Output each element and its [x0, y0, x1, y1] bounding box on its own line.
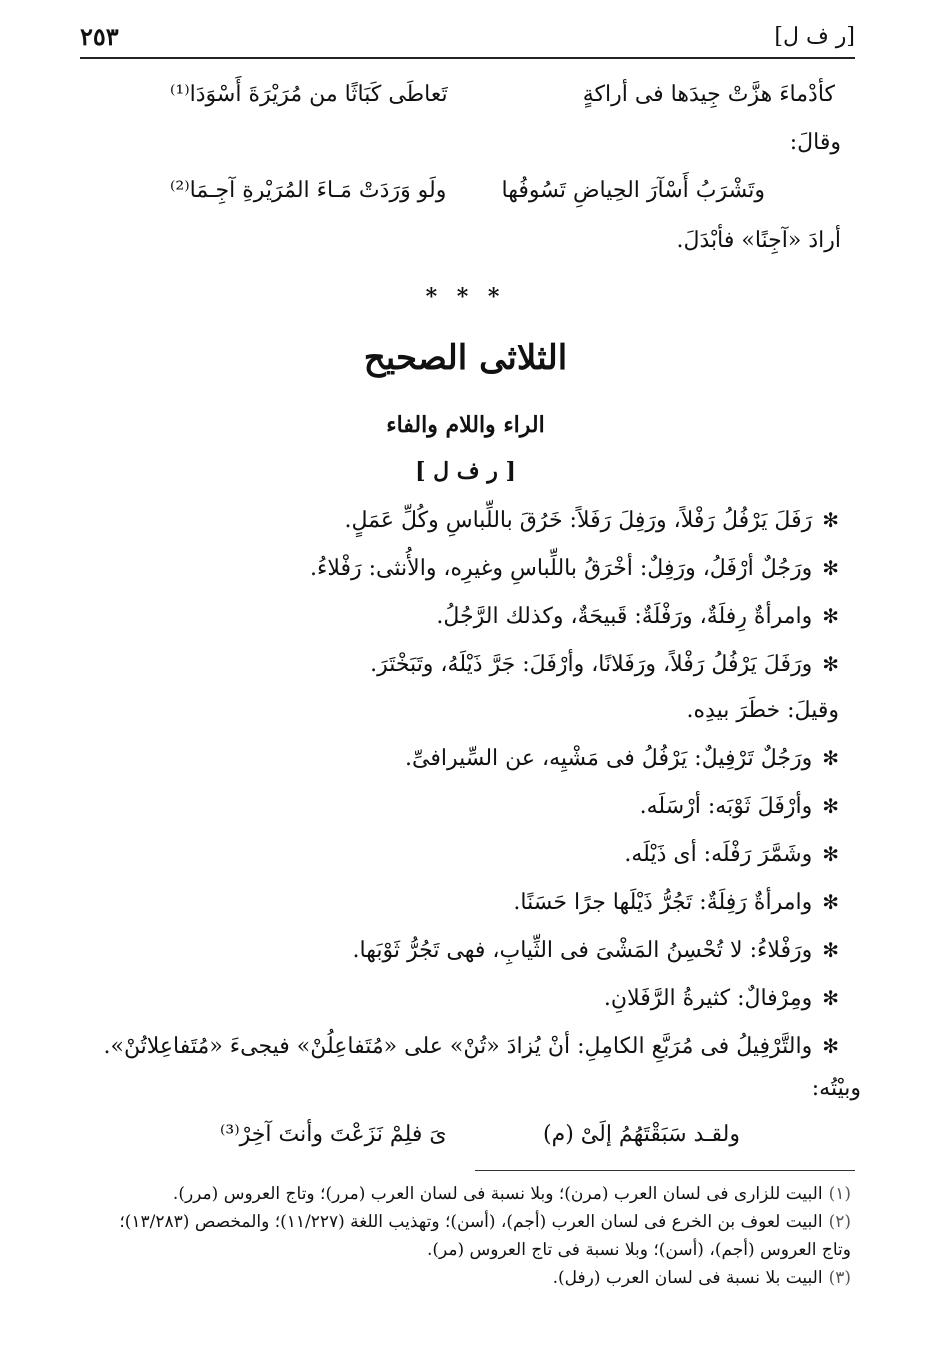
verse-2-second-hemistich: ولَو وَرَدَتْ مَـاءَ المُرَيْرةِ آجِـمَا⁽²⁾ [170, 178, 447, 203]
note-line: أرادَ «آجِنًا» فأبْدَلَ. [676, 228, 841, 253]
asterisk-icon: ✻ [822, 746, 839, 770]
section-title: الثلاثى الصحيح [363, 338, 568, 378]
verse-1-second-hemistich: تَعاطَى كَبَاثًا من مُرَيْرَةَ أَسْوَدَا⁽¹⁾ [170, 82, 448, 107]
asterisk-icon: ✻ [822, 938, 839, 962]
header-rule [80, 57, 855, 59]
page-header [80, 20, 855, 60]
section-separator: * * * [425, 284, 506, 310]
page-number: ٢٥٣ [80, 22, 119, 51]
entry-9: ✻ورَفْلاءُ: لا تُحْسِنُ المَشْىَ فى الثِّيابِ، فهى تَجُرُّ ثَوْبَها. [352, 938, 839, 963]
entry-11: ✻والتَّرْفِيلُ فى مُرَبَّعِ الكامِلِ: أنْ يُزادَ «تُنْ» على «مُتَفاعِلُنْ» فيجىءَ «مُتَفاعِلاتُنْ». [103, 1034, 839, 1059]
header-root-label: [ر ف ل] [774, 24, 855, 49]
baytuhu-line: وبيْتُه: [811, 1076, 861, 1101]
entry-1: ✻رَفَلَ يَرْفُلُ رَفْلاً، ورَفِلَ رَفَلاً: خَرُقَ باللِّباسِ وكُلِّ عَمَلٍ. [344, 508, 839, 533]
entry-2: ✻ورَجُلٌ أرْفَلُ، ورَفِلٌ: أخْرَقُ باللِّباسِ وغيرِه، والأُنثى: رَفْلاءُ. [310, 556, 839, 581]
asterisk-icon: ✻ [822, 986, 839, 1010]
footnote-rule [475, 1170, 855, 1171]
asterisk-icon: ✻ [822, 508, 839, 532]
asterisk-icon: ✻ [822, 1034, 839, 1058]
chapter-title: الراء واللام والفاء [386, 412, 545, 438]
verse-2-first-hemistich: وتَشْرَبُ أَسْآرَ الحِياضِ تَسُوفُها [501, 178, 765, 203]
verse-1-first-hemistich: كأدْماءَ هزَّتْ جِيدَها فى أراكةٍ [582, 82, 835, 107]
verse-3 [200, 1122, 740, 1162]
qila-line: وقيلَ: خطَرَ بيدِه. [686, 698, 839, 723]
entry-7: ✻وشَمَّرَ رَفْلَه: أى ذَيْلَه. [624, 842, 839, 867]
entry-8: ✻وامرأةٌ رَفِلَةٌ: تَجُرُّ ذَيْلَها جرًا حَسَنًا. [513, 890, 839, 915]
asterisk-icon: ✻ [822, 604, 839, 628]
entry-6: ✻وأرْفَلَ ثَوْبَه: أرْسَلَه. [639, 794, 839, 819]
verse-3-first-hemistich: ولقـد سَبَقْتَهُمُ إلَىْ (م) [543, 1122, 740, 1147]
verse-1 [100, 82, 835, 122]
entry-5: ✻ورَجُلٌ تَرْفِيلٌ: يَرْفُلُ فى مَشْيِه، عن السِّيرافىِّ. [404, 746, 839, 771]
asterisk-icon: ✻ [822, 652, 839, 676]
footnote-2: (٢)البيت لعوف بن الخرع فى لسان العرب (أجم)، (أسن)؛ وتهذيب اللغة (١١/٢٢٧)؛ والمخصص (١٣/٢٨٣)؛ وتاج العروس (أجم)، (أسن)؛ وبلا نسبة فى تاج العروس (مر). [119, 1212, 851, 1260]
asterisk-icon: ✻ [822, 890, 839, 914]
footnote-1: (١)البيت للزارى فى لسان العرب (مرن)؛ وبلا نسبة فى لسان العرب (مرر)؛ وتاج العروس (مرر). [172, 1184, 851, 1204]
asterisk-icon: ✻ [822, 794, 839, 818]
entry-3: ✻وامرأةٌ رِفلَةٌ، ورَفْلَةٌ: قَبيحَةٌ، وكذلك الرَّجُلُ. [436, 604, 839, 629]
footnote-3: (٣)البيت بلا نسبة فى لسان العرب (رفل). [552, 1268, 851, 1288]
root-heading: [ ر ف ل ] [415, 458, 516, 484]
verse-3-second-hemistich: ىَ فلِمْ نَزَعْتَ وأنتَ آخِرْ⁽³⁾ [220, 1122, 447, 1147]
entry-10: ✻ومِرْفالٌ: كثيرةُ الرَّفَلانِ. [603, 986, 839, 1011]
verse-2 [100, 178, 835, 218]
entry-4: ✻ورَفَلَ يَرْفُلُ رَفْلاً، ورَفَلانًا، وأرْفَلَ: جَرَّ ذَيْلَهُ، وتَبَخْتَرَ. [370, 652, 839, 677]
asterisk-icon: ✻ [822, 556, 839, 580]
said-line: وقالَ: [789, 130, 841, 155]
asterisk-icon: ✻ [822, 842, 839, 866]
